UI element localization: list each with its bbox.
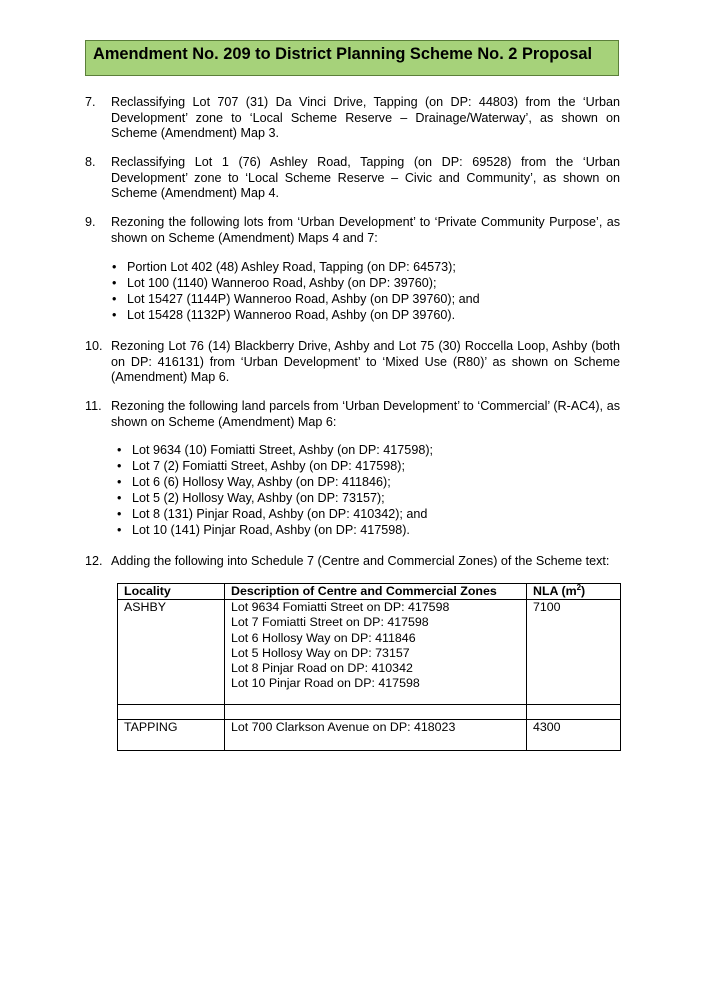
- table-row: [118, 720, 621, 751]
- description-line: Lot 5 Hollosy Way on DP: 73157: [231, 645, 410, 660]
- item-text: Rezoning the following land parcels from ‘Urban Development’ to ‘Commercial’ (R-AC4), as shown on Scheme (Amendment) Map 6:: [111, 399, 620, 429]
- cell-description: [225, 600, 527, 705]
- table-row: [118, 600, 621, 705]
- cell-empty: [225, 705, 527, 720]
- description-line: Lot 7 Fomiatti Street on DP: 417598: [231, 615, 429, 630]
- item-text: Rezoning the following lots from ‘Urban Development’ to ‘Private Community Purpose’, as shown on Scheme (Amendment) Maps 4 and 7:: [111, 215, 620, 245]
- description-line: Lot 8 Pinjar Road on DP: 410342: [231, 661, 413, 676]
- bullet-list: [132, 443, 433, 538]
- cell-empty: [118, 705, 225, 720]
- description-line: Lot 10 Pinjar Road on DP: 417598: [231, 676, 420, 691]
- schedule-table: [117, 583, 621, 751]
- header-description: Description of Centre and Commercial Zones: [225, 584, 527, 600]
- cell-empty: [527, 705, 621, 720]
- bullet-item: • Lot 8 (131) Pinjar Road, Ashby (on DP: 410342); and: [132, 507, 433, 523]
- bullet-item: • Lot 10 (141) Pinjar Road, Ashby (on DP: 417598).: [132, 523, 433, 539]
- bullet-item: • Lot 5 (2) Hollosy Way, Ashby (on DP: 73157);: [132, 491, 433, 507]
- item-number: 8.: [85, 155, 96, 169]
- description-line: Lot 9634 Fomiatti Street on DP: 417598: [231, 600, 450, 615]
- table-row-empty: [118, 705, 621, 720]
- item-text: Reclassifying Lot 707 (31) Da Vinci Drive, Tapping (on DP: 44803) from the ‘Urban Development’ zone to ‘Local Scheme Reserve – Drainage/Waterway’, as shown on Scheme (Amendment) Map 3.: [111, 95, 620, 141]
- description-line: Lot 6 Hollosy Way on DP: 411846: [231, 630, 416, 645]
- header-nla-close: ): [581, 584, 586, 598]
- bullet-item: • Lot 15428 (1132P) Wanneroo Road, Ashby (on DP 39760).: [127, 308, 480, 324]
- bullet-item: • Portion Lot 402 (48) Ashley Road, Tapping (on DP: 64573);: [127, 260, 480, 276]
- cell-nla: 4300: [527, 720, 621, 751]
- cell-locality: ASHBY: [118, 600, 225, 705]
- item-number: 11.: [85, 399, 102, 413]
- cell-description: [225, 720, 527, 751]
- header-locality: Locality: [118, 584, 225, 600]
- item-text: Adding the following into Schedule 7 (Centre and Commercial Zones) of the Scheme text:: [111, 554, 610, 568]
- bullet-item: • Lot 15427 (1144P) Wanneroo Road, Ashby (on DP 39760); and: [127, 292, 480, 308]
- item-number: 10.: [85, 339, 103, 353]
- header-nla-superscript: 2: [576, 582, 582, 592]
- item-number: 9.: [85, 215, 96, 229]
- bullet-item: • Lot 9634 (10) Fomiatti Street, Ashby (on DP: 417598);: [132, 443, 433, 459]
- item-text: Rezoning Lot 76 (14) Blackberry Drive, Ashby and Lot 75 (30) Roccella Loop, Ashby (both on DP: 416131) from ‘Urban Development’ to ‘Mixed Use (R80)’ as shown on Scheme (Amendment) Map 6.: [111, 339, 620, 385]
- table-header-row: [118, 584, 621, 600]
- item-text: Reclassifying Lot 1 (76) Ashley Road, Tapping (on DP: 69528) from the ‘Urban Development’ zone to ‘Local Scheme Reserve – Civic and Community’, as shown on Scheme (Amendment) Map 4.: [111, 155, 620, 201]
- header-nla-text: NLA (m: [533, 584, 577, 598]
- document-title: Amendment No. 209 to District Planning Scheme No. 2 Proposal: [93, 45, 593, 63]
- bullet-item: • Lot 100 (1140) Wanneroo Road, Ashby (on DP: 39760);: [127, 276, 480, 292]
- item-number: 12.: [85, 554, 103, 568]
- bullet-list: [127, 260, 480, 324]
- title-banner: [85, 40, 619, 76]
- description-line: Lot 700 Clarkson Avenue on DP: 418023: [231, 720, 456, 735]
- bullet-item: • Lot 6 (6) Hollosy Way, Ashby (on DP: 411846);: [132, 475, 433, 491]
- item-number: 7.: [85, 95, 96, 109]
- bullet-item: • Lot 7 (2) Fomiatti Street, Ashby (on DP: 417598);: [132, 459, 433, 475]
- header-nla: [527, 584, 621, 600]
- cell-locality: TAPPING: [118, 720, 225, 751]
- cell-nla: 7100: [527, 600, 621, 705]
